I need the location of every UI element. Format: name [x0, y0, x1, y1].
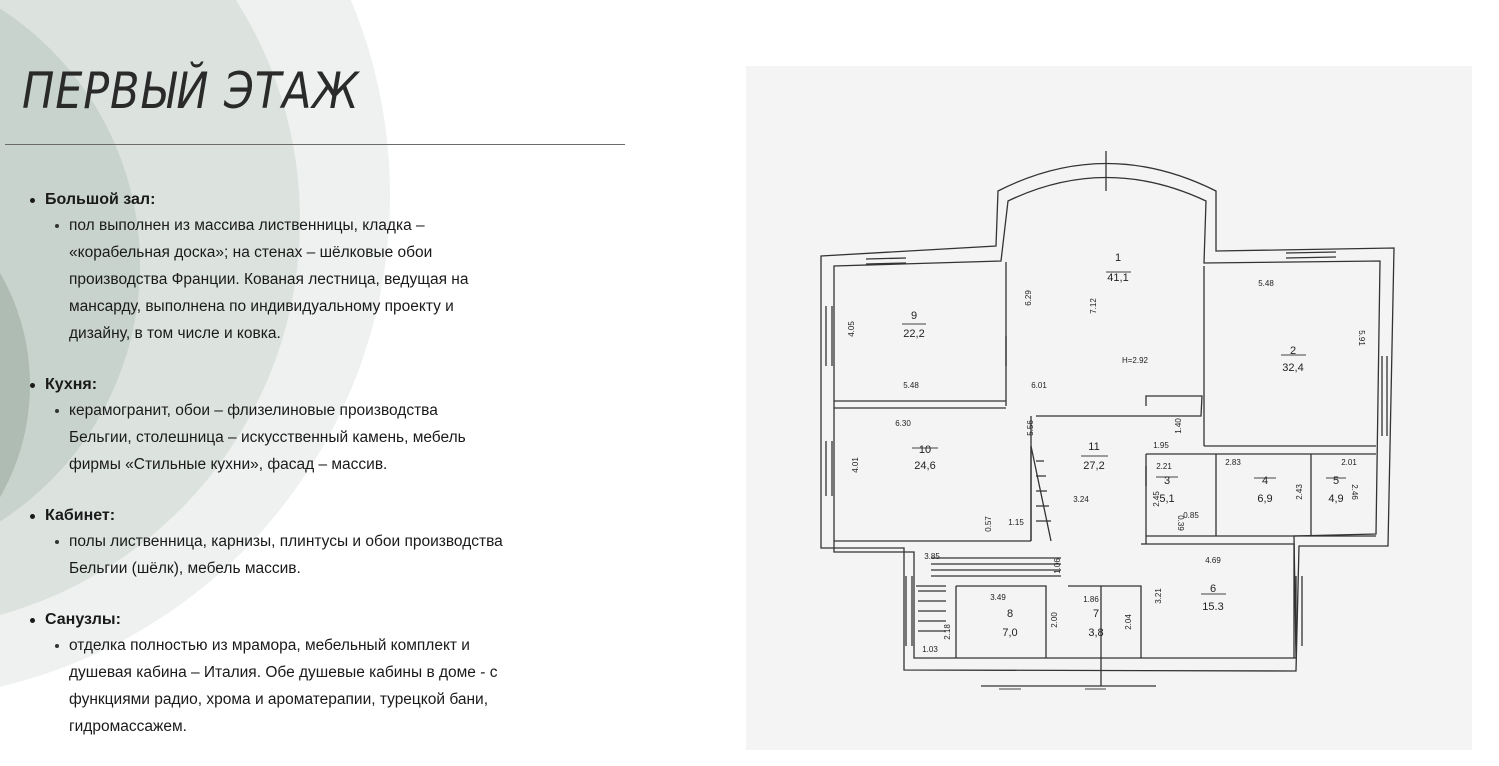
dimension-label: 3.21 — [1154, 588, 1163, 604]
room-area: 32,4 — [1282, 362, 1304, 374]
bullet-icon — [55, 540, 59, 544]
dimension-label: 2.01 — [1341, 458, 1357, 467]
dimension-label: 2.43 — [1295, 484, 1304, 500]
dimension-label: 1.03 — [922, 645, 938, 654]
bullet-icon — [30, 514, 35, 519]
section-bathrooms — [30, 608, 590, 740]
room-area: 3,8 — [1088, 627, 1104, 639]
dimension-label: 2.46 — [1350, 484, 1359, 500]
section-text: полы лиственница, карнизы, плинтусы и обои производства Бельгии (шёлк), мебель массив. — [69, 533, 503, 577]
section-text: отделка полностью из мрамора, мебельный комплект и душевая кабина – Италия. Обе душевые кабины в доме - с функциями радио, хрома и ароматерапии, турецкой бани, гидромассажем. — [69, 637, 498, 735]
section-heading — [30, 504, 590, 528]
dimension-label: 4.01 — [851, 457, 860, 473]
section-item — [55, 632, 590, 740]
room-area: 7,0 — [1002, 627, 1018, 639]
dimension-label: 7.12 — [1089, 298, 1098, 314]
room-area: 5,1 — [1159, 493, 1175, 505]
room-number: 11 — [1088, 441, 1100, 453]
section-kitchen — [30, 373, 590, 478]
room-area: 6,9 — [1257, 493, 1273, 505]
bullet-icon — [55, 644, 59, 648]
bullet-icon — [55, 224, 59, 228]
section-hall — [30, 188, 590, 347]
ceiling-height-label: H=2.92 — [1121, 356, 1149, 365]
room-number: 10 — [918, 444, 932, 456]
dimension-label: 3.85 — [924, 552, 940, 561]
bullet-icon — [30, 383, 35, 388]
section-heading-label: Санузлы: — [45, 611, 121, 628]
dimension-label: 1.15 — [1008, 518, 1024, 527]
section-heading-label: Кухня: — [45, 376, 98, 393]
dimension-label: 1.06 — [1053, 558, 1062, 574]
dimension-label: 5.56 — [1026, 420, 1035, 436]
room-area: 22,2 — [903, 328, 925, 340]
dimension-label: 5.91 — [1357, 330, 1366, 346]
room-number: 7 — [1092, 608, 1100, 620]
dimension-label: 3.49 — [990, 593, 1006, 602]
features-list — [30, 188, 590, 766]
room-number: 9 — [910, 310, 918, 322]
dimension-label: 2.04 — [1124, 614, 1133, 630]
bullet-icon — [30, 198, 35, 203]
dimension-label: 2.45 — [1152, 491, 1161, 507]
section-heading-label: Большой зал: — [45, 191, 156, 208]
room-number: 4 — [1261, 475, 1269, 487]
room-number: 8 — [1006, 608, 1014, 620]
dimension-label: 5.48 — [1258, 279, 1274, 288]
bullet-icon — [30, 618, 35, 623]
dimension-label: 3.24 — [1073, 495, 1089, 504]
dimension-label: 5.48 — [903, 381, 919, 390]
dimension-label: 1.86 — [1083, 595, 1099, 604]
dimension-label: 4.05 — [847, 321, 856, 337]
room-area: 15.3 — [1202, 601, 1224, 613]
dimension-label: 6.01 — [1031, 381, 1047, 390]
dimension-label: 6.30 — [895, 419, 911, 428]
dimension-label: 6.29 — [1024, 290, 1033, 306]
room-number: 3 — [1163, 475, 1171, 487]
dimension-label: 0.39 — [1176, 515, 1185, 531]
section-heading-label: Кабинет: — [45, 507, 116, 524]
dimension-label: 2.00 — [1050, 612, 1059, 628]
section-heading — [30, 188, 590, 212]
section-item — [55, 212, 590, 347]
floor-plan-image — [746, 66, 1472, 750]
section-heading — [30, 373, 590, 397]
room-number: 6 — [1209, 583, 1217, 595]
room-area: 4,9 — [1328, 493, 1344, 505]
page-title: ПЕРВЫЙ ЭТАЖ — [22, 62, 360, 120]
section-text: керамогранит, обои – флизелиновые производства Бельгии, столешница – искусственный камень, мебель фирмы «Стильные кухни», фасад – массив. — [69, 402, 466, 473]
dimension-label: 2.83 — [1225, 458, 1241, 467]
section-text: пол выполнен из массива лиственницы, кладка – «корабельная доска»; на стенах – шёлковые обои производства Франции. Кованая лестница, ведущая на мансарду, выполнена по индивидуальному проекту и дизайну, в том числе и ковка. — [69, 217, 469, 342]
bullet-icon — [55, 409, 59, 413]
title-divider — [5, 144, 625, 145]
dimension-label: 0.57 — [984, 516, 993, 532]
dimension-label: 2.21 — [1156, 462, 1172, 471]
section-item — [55, 397, 590, 478]
section-item — [55, 528, 590, 582]
room-area: 24,6 — [914, 460, 936, 472]
dimension-label: 4.69 — [1205, 556, 1221, 565]
floor-plan-drawing — [746, 66, 1472, 750]
dimension-label: 1.95 — [1153, 441, 1169, 450]
dimension-label: 2.18 — [943, 624, 952, 640]
room-area: 27,2 — [1083, 460, 1105, 472]
section-heading — [30, 608, 590, 632]
room-number: 5 — [1332, 475, 1340, 487]
section-study — [30, 504, 590, 582]
room-number: 2 — [1289, 345, 1297, 357]
dimension-label: 1.40 — [1174, 418, 1183, 434]
room-number: 1 — [1114, 252, 1122, 264]
room-area: 41,1 — [1107, 272, 1129, 284]
dimension-label: 0.85 — [1183, 511, 1199, 520]
